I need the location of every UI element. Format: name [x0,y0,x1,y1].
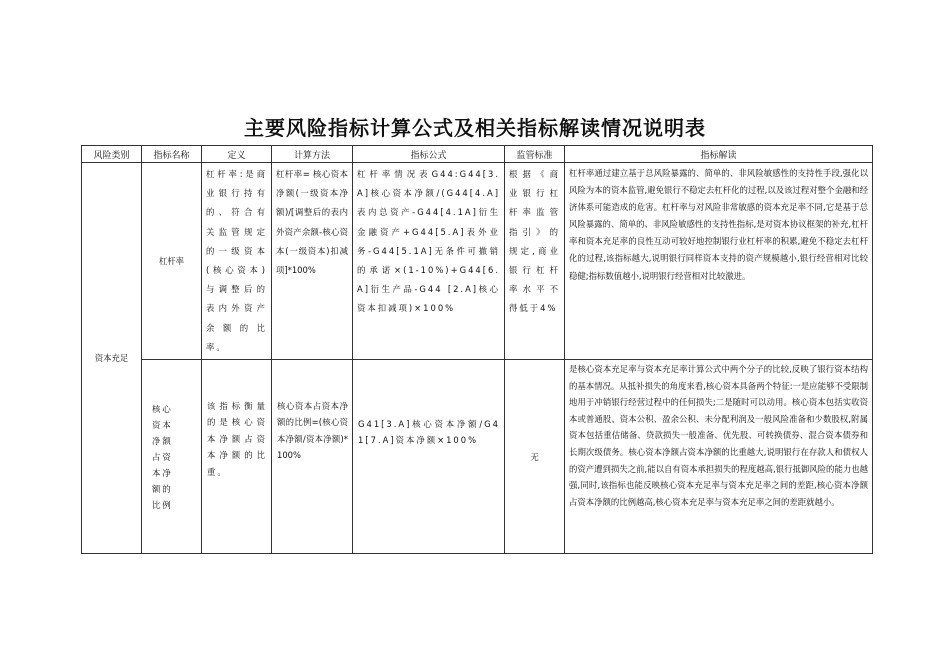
indicator-table [81,145,873,554]
standard-cell: 无 [505,360,565,554]
indicator-name-cell: 杠杆率 [142,163,202,360]
header-category: 风险类别 [82,146,142,163]
header-formula: 指标公式 [353,146,505,163]
method-cell: 杠杆率= 核心资本净额(一级资本净额)/[调整后的表内外资产余额-核心资本(一级资本)扣减项]*100% [272,163,353,360]
page-title: 主要风险指标计算公式及相关指标解读情况说明表 [244,116,706,140]
interpretation-cell: 是核心资本充足率与资本充足率计算公式中两个分子的比较,反映了银行资本结构的基本情况。从抵补损失的角度来看,核心资本具备两个特征:一是应能够不受限制地用于冲销银行经营过程中的任何损失;二是随时可以动用。核心资本包括实收资本或普通股、资本公积、盈余公积、未分配利润及一般风险准备和少数股权,附属资本包括重估储备、贷款损失一般准备、优先股、可转换债券、混合资本债券和长期次级债务。核心资本净额占资本净额的比重越大,说明银行在存款人和债权人的资产遭到损失之前,能以自有资本承担损失的程度越高,银行抵御风险的能力也越强,同时,该指标也能反映核心资本充足率与资本充足率之间的差距,核心资本净额占资本净额的比例越高,核心资本充足率与资本充足率之间的差距就越小。 [565,360,873,554]
formula-cell: G41[3.A]核心资本净额/G41[7.A]资本净额×100% [353,360,505,554]
table-row [82,360,873,554]
risk-category-cell: 资本充足 [82,163,142,554]
definition-cell: 该指标衡量的是核心资本净额占资本净额的比重。 [202,360,272,554]
header-definition: 定义 [202,146,272,163]
method-cell: 核心资本占资本净额的比例=(核心资本净额/资本净额)*100% [272,360,353,554]
table-header-row [82,146,873,163]
table-row [82,163,873,360]
header-indicator-name: 指标名称 [142,146,202,163]
header-interpretation: 指标解读 [565,146,873,163]
interpretation-cell: 杠杆率通过建立基于总风险暴露的、简单的、非风险敏感性的支持性手段,强化以风险为本的资本监管,避免银行不稳定去杠杆化的过程,以及该过程对整个金融和经济体系可能造成的危害。杠杆率与对风险非常敏感的资本充足率不同,它是基于总风险暴露的、简单的、非风险敏感性的支持性指标,是对资本协议框架的补充,杠杆率和资本充足率的良性互动可较好地控制银行业杠杆率的积累,避免不稳定去杠杆化的过程,该指标越大,说明银行同样资本支持的资产规模越小,银行经营相对比较稳健;指标数值越小,说明银行经营相对比较激进。 [565,163,873,360]
standard-cell: 根据《商业银行杠杆率监管指引》的规定,商业银行杠杆率水平不得低于4% [505,163,565,360]
header-standard: 监管标准 [505,146,565,163]
indicator-name-cell: 核心资本净额占资本净额的比例 [142,360,202,554]
header-method: 计算方法 [272,146,353,163]
formula-cell: 杠杆率情况表G44:G44[3.A]核心资本净额/(G44[4.A]表内总资产-G44[4.1A]衍生金融资产+G44[5.A]表外业务-G44[5.1A]无条件可撤销的承诺×(1-10%)+G44[6.A]衍生产品-G44 [2.A]核心资本扣减项)×100% [353,163,505,360]
definition-cell: 杠杆率:是商业银行持有的、符合有关监管规定的一级资本(核心资本)与调整后的表内外资产余额的比率。 [202,163,272,360]
